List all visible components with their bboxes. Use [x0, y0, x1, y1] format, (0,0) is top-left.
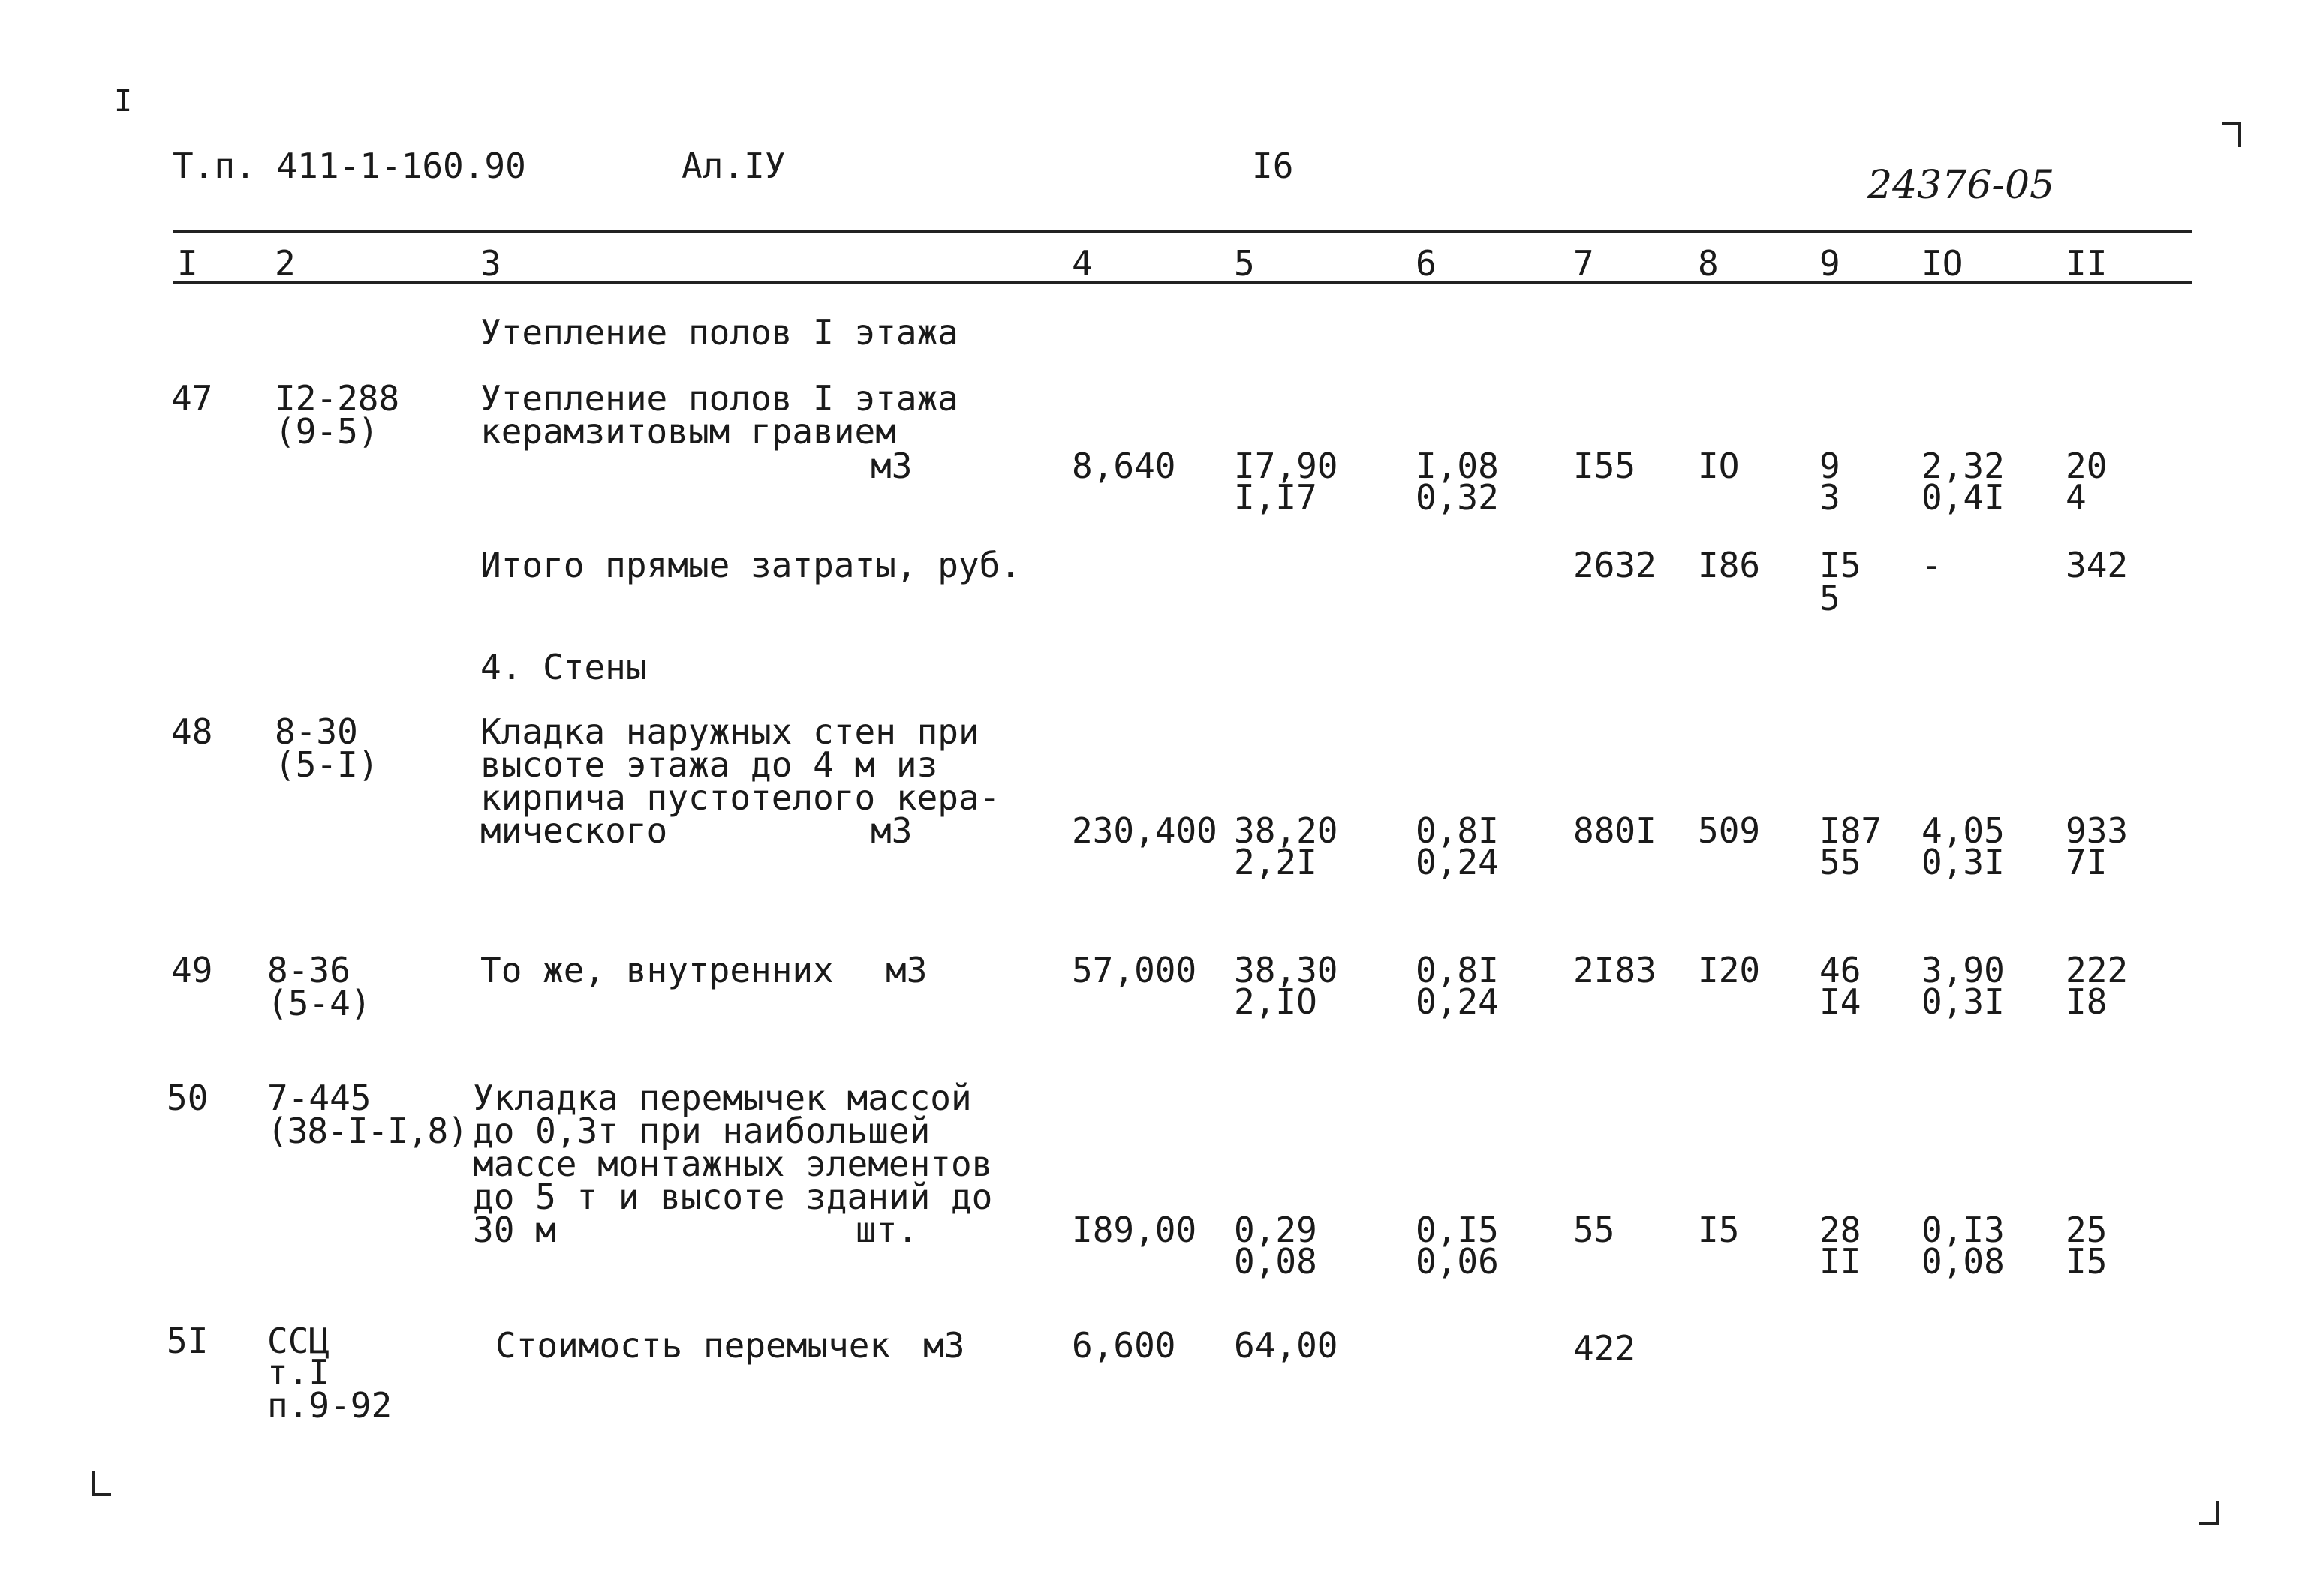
work-description: высоте этажа до 4 м из	[480, 744, 938, 785]
col-9-value: 3	[1819, 477, 1840, 518]
total-cost: 880I	[1573, 810, 1657, 851]
work-description: до 0,3т при наибольшей	[473, 1111, 931, 1151]
album-label: Ал.IУ	[682, 146, 786, 186]
row-number: 48	[171, 711, 213, 752]
unit: м3	[871, 810, 913, 851]
col-9-value: I87	[1819, 810, 1882, 851]
total-cost: 422	[1573, 1328, 1636, 1369]
norm-code: (9-5)	[275, 411, 379, 452]
col-9-value: 55	[1819, 842, 1861, 882]
col-8-value: I5	[1698, 1210, 1740, 1250]
unit-cost: 0,29	[1234, 1210, 1317, 1250]
norm-code: I2-288	[275, 378, 400, 419]
norm-code: 7-445	[267, 1078, 372, 1118]
col-header-8: 8	[1698, 243, 1719, 284]
quantity: 8,640	[1072, 446, 1176, 486]
work-description: керамзитовым гравием	[480, 411, 896, 452]
work-description: мического	[480, 810, 668, 851]
col-6-value: 0,24	[1416, 981, 1499, 1022]
section-title: 4. Стены	[480, 647, 647, 687]
col-9-value: I5	[1819, 545, 1861, 585]
col-6-value: I,08	[1416, 446, 1499, 486]
col-8-value: I20	[1698, 950, 1761, 990]
work-description: кирпича пустотелого кера-	[480, 777, 1001, 818]
work-description: Утепление полов I этажа	[480, 378, 958, 419]
col-10-value: 4,05	[1921, 810, 2005, 851]
col-10-value: -	[1921, 545, 1942, 585]
col-9-value: II	[1819, 1241, 1861, 1282]
unit-cost: 2,2I	[1234, 842, 1317, 882]
col-10-value: 0,I3	[1921, 1210, 2005, 1250]
row-number: 49	[171, 950, 213, 990]
work-description: Укладка перемычек массой	[473, 1078, 972, 1118]
norm-code: (38-I-I,8)	[267, 1111, 468, 1151]
row-number: 50	[167, 1078, 209, 1118]
col-11-value: 7I	[2066, 842, 2108, 882]
unit-cost: 2,IO	[1234, 981, 1317, 1022]
col-10-value: 0,3I	[1921, 981, 2005, 1022]
section-title: Утепление полов I этажа	[480, 312, 958, 353]
work-description: до 5 т и высоте зданий до	[473, 1177, 993, 1217]
col-8-value: IO	[1698, 446, 1740, 486]
crop-mark-top-right	[2222, 122, 2241, 147]
col-8-value: I86	[1698, 545, 1761, 585]
col-11-value: 933	[2066, 810, 2129, 851]
quantity: 6,600	[1072, 1325, 1176, 1366]
norm-code: п.9-92	[267, 1385, 393, 1426]
col-header-9: 9	[1819, 243, 1840, 284]
col-header-1: I	[177, 243, 198, 284]
col-11-value: 20	[2066, 446, 2108, 486]
col-6-value: 0,I5	[1416, 1210, 1499, 1250]
total-cost: I55	[1573, 446, 1636, 486]
col-8-value: 509	[1698, 810, 1761, 851]
col-header-3: 3	[480, 243, 501, 284]
work-description: массе монтажных элементов	[473, 1144, 993, 1184]
inventory-number: 24376-05	[1867, 163, 2055, 208]
unit: м3	[923, 1325, 965, 1366]
norm-code: 8-36	[267, 950, 351, 990]
col-6-value: 0,8I	[1416, 950, 1499, 990]
total-label: Итого прямые затраты, руб.	[480, 545, 1022, 585]
quantity: I89,00	[1072, 1210, 1197, 1250]
norm-code: 8-30	[275, 711, 358, 752]
doc-reference: Т.п. 411-1-160.90	[173, 146, 526, 186]
col-header-10: IO	[1921, 243, 1963, 284]
crop-mark-bottom-right	[2199, 1501, 2219, 1525]
norm-code: т.I	[267, 1352, 330, 1393]
norm-code: (5-4)	[267, 983, 372, 1023]
col-11-value: I8	[2066, 981, 2108, 1022]
unit-cost: 38,30	[1234, 950, 1338, 990]
unit-cost: 64,00	[1234, 1325, 1338, 1366]
col-6-value: 0,24	[1416, 842, 1499, 882]
col-header-7: 7	[1573, 243, 1594, 284]
total-cost: 55	[1573, 1210, 1615, 1250]
quantity: 230,400	[1072, 810, 1217, 851]
col-11-value: 222	[2066, 950, 2129, 990]
col-6-value: 0,06	[1416, 1241, 1499, 1282]
col-9-value: 46	[1819, 950, 1861, 990]
col-10-value: 0,4I	[1921, 477, 2005, 518]
work-description: То же, внутренних	[480, 950, 834, 990]
unit-cost: I,I7	[1234, 477, 1317, 518]
col-header-11: II	[2066, 243, 2108, 284]
total-cost: 2I83	[1573, 950, 1657, 990]
unit: шт.	[856, 1210, 919, 1250]
col-9-value: 28	[1819, 1210, 1861, 1250]
header-top-rule	[173, 230, 2192, 233]
col-6-value: 0,8I	[1416, 810, 1499, 851]
col-header-5: 5	[1234, 243, 1255, 284]
work-description: Кладка наружных стен при	[480, 711, 979, 752]
norm-code: ССЦ	[267, 1321, 330, 1361]
col-10-value: 0,08	[1921, 1241, 2005, 1282]
page-number: I6	[1252, 146, 1294, 186]
unit: м3	[886, 950, 928, 990]
col-10-value: 0,3I	[1921, 842, 2005, 882]
col-11-value: 342	[2066, 545, 2129, 585]
work-description: Стоимость перемычек	[495, 1325, 891, 1366]
crop-mark-bottom-left	[92, 1471, 111, 1496]
col-6-value: 0,32	[1416, 477, 1499, 518]
unit-cost: I7,90	[1234, 446, 1338, 486]
header-bottom-rule	[173, 281, 2192, 284]
row-number: 47	[171, 378, 213, 419]
col-10-value: 2,32	[1921, 446, 2005, 486]
row-number: 5I	[167, 1321, 209, 1361]
col-11-value: 4	[2066, 477, 2087, 518]
col-header-6: 6	[1416, 243, 1437, 284]
col-11-value: I5	[2066, 1241, 2108, 1282]
col-10-value: 3,90	[1921, 950, 2005, 990]
unit: м3	[871, 446, 913, 486]
total-cost: 2632	[1573, 545, 1657, 585]
quantity: 57,000	[1072, 950, 1197, 990]
col-header-2: 2	[275, 243, 296, 284]
col-11-value: 25	[2066, 1210, 2108, 1250]
work-description: 30 м	[473, 1210, 556, 1250]
col-9-value: I4	[1819, 981, 1861, 1022]
col-header-4: 4	[1072, 243, 1093, 284]
col-9-value: 5	[1819, 578, 1840, 618]
corner-mark: I	[114, 84, 133, 119]
unit-cost: 38,20	[1234, 810, 1338, 851]
col-9-value: 9	[1819, 446, 1840, 486]
norm-code: (5-I)	[275, 744, 379, 785]
unit-cost: 0,08	[1234, 1241, 1317, 1282]
